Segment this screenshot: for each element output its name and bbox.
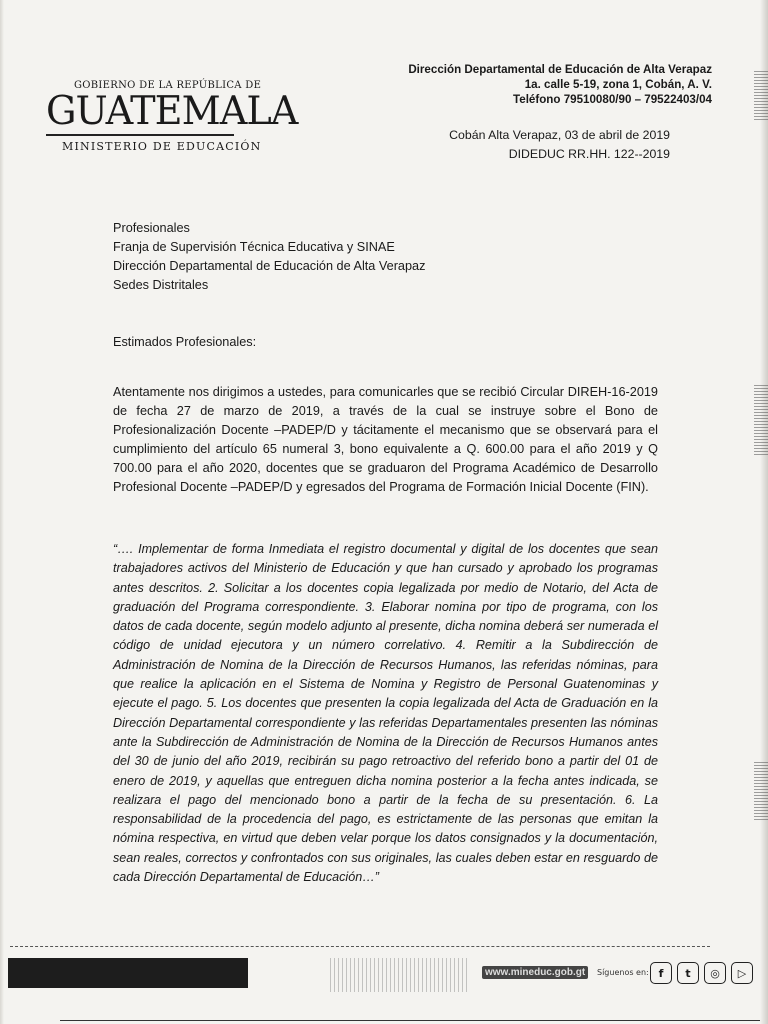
address-line: Teléfono 79510080/90 – 79522403/04 <box>513 93 712 106</box>
footer-artifact <box>330 958 470 992</box>
letterhead-address <box>408 62 712 107</box>
address-line: Dirección Departamental de Educación de Alta Verapaz <box>408 63 712 76</box>
logo-ministry-text: MINISTERIO DE EDUCACIÓN <box>62 140 262 153</box>
logo-country-text: GUATEMALA <box>46 89 298 134</box>
instagram-icon: ◎ <box>704 962 726 984</box>
recipient-line: Franja de Supervisión Técnica Educativa y SINAE <box>113 240 395 255</box>
letter-footer <box>0 938 768 1024</box>
scan-artifact <box>754 70 768 120</box>
footer-bottom-rule <box>60 1020 760 1021</box>
footer-divider <box>10 946 710 947</box>
footer-banner <box>8 958 248 988</box>
scan-artifact <box>754 385 768 455</box>
quoted-circular-paragraph: “…. Implementar de forma Inmediata el registro documental y digital de los docentes que sean trabajadores activos del Ministerio de Educación y que han cursado y aprobado los programas antes descritos. 2. Solicitar a los docentes copia legalizada por medio de Notario, del Acta de graduación del Programa correspondiente. 3. Elaborar nomina por tipo de programa, con los datos de cada docente, según modelo adjunto al presente, dicha nomina deberá ser numerada el código de unidad ejecutora y un número correlativo. 4. Remitir a la Subdirección de Administración de Nomina de la Dirección de Recursos Humanos, las referidas nóminas, para que realice la aplicación en el Sistema de Nomina y Registro de Personal Guatenominas y ejecute el pago. 5. Los docentes que presenten la copia legalizada del Acta de Graduación en la Dirección Departamental correspondiente y las referidas Departamentales presenten las nóminas ante la Subdirección de Administración de Nomina de la Dirección de Recursos Humanos antes del 30 de junio del año 2019, recibirán su pago retroactivo del referido bono a partir del 01 de enero de 2019, y aquellas que entreguen dicha nomina posterior a la fecha antes indicada, se realizara el pago del mencionado bono a partir de la fecha de su presentación. 6. La responsabilidad de la procedencia del pago, es estrictamente de las personas que emitan la nómina respectiva, en virtud que deben velar porque los datos consignados y la documentación, sean reales, correctos y confrontados con sus originales, las cuales deben estar en resguardo de cada Dirección Departamental de Educación…” <box>113 542 658 885</box>
salutation: Estimados Profesionales: <box>113 335 257 349</box>
scan-artifact <box>754 760 768 820</box>
address-line: 1a. calle 5-19, zona 1, Cobán, A. V. <box>524 78 712 91</box>
scan-edge <box>0 0 4 1024</box>
youtube-icon: ▷ <box>731 962 753 984</box>
website-url: www.mineduc.gob.gt <box>482 966 588 979</box>
recipient-line: Dirección Departamental de Educación de Alta Verapaz <box>113 259 426 274</box>
date-line: Cobán Alta Verapaz, 03 de abril de 2019 <box>449 128 670 142</box>
logo-government-text: GOBIERNO DE LA REPÚBLICA DE <box>74 80 262 91</box>
scan-edge <box>760 0 768 1024</box>
recipient-block <box>113 219 658 295</box>
recipient-line: Profesionales <box>113 221 190 235</box>
follow-us-label: Síguenos en: <box>597 968 649 977</box>
recipient-line: Sedes Distritales <box>113 278 209 293</box>
logo-divider <box>46 134 234 136</box>
facebook-icon: f <box>650 962 672 984</box>
intro-paragraph: Atentamente nos dirigimos a ustedes, para comunicarles que se recibió Circular DIREH-16-2019 de fecha 27 de marzo de 2019, a través de la cual se instruye sobre el Bono de Profesionalización Docente –PADEP/D y tácitamente el mecanismo que se observará para el cumplimiento del artículo 65 numeral 3, bono equivalente a Q. 600.00 para el año 2019 y Q 700.00 para el año 2020, docentes que se graduaron del Programa Académico de Desarrollo Profesional Docente –PADEP/D y egresados del Programa de Formación Inicial Docente (FIN). <box>113 385 658 495</box>
reference-number: DIDEDUC RR.HH. 122--2019 <box>508 147 670 161</box>
twitter-icon: t <box>677 962 699 984</box>
date-reference-block <box>449 126 670 164</box>
